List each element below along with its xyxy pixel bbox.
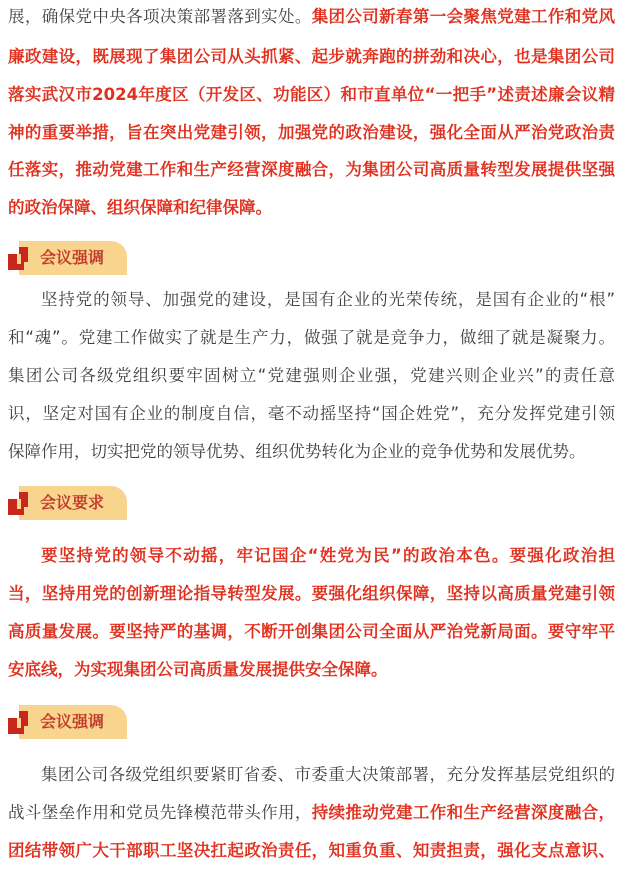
highlighted-text: 廉政建设，既展现了集团公司从头抓紧、起步就奔跑的拼劲和决心，也是集团公司 — [8, 47, 615, 66]
text-line — [8, 582, 615, 606]
text-line — [8, 196, 615, 220]
section-header — [8, 705, 128, 739]
section-title: 会议强调 — [40, 712, 105, 731]
text-line — [8, 839, 615, 863]
highlighted-text: 当，坚持用党的创新理论指导转型发展。要强化组织保障，坚持以高质量党建引领 — [8, 584, 615, 603]
section-title: 会议要求 — [40, 493, 105, 512]
text-line — [8, 326, 615, 350]
body-text: 保障作用，切实把党的领导优势、组织优势转化为企业的竞争优势和发展优势。 — [8, 442, 586, 461]
highlighted-text: 要坚持党的领导不动摇，牢记国企“姓党为民”的政治本色。要强化政治担 — [41, 546, 615, 565]
body-text: 坚持党的领导、加强党的建设，是国有企业的光荣传统，是国有企业的“根” — [41, 290, 615, 309]
body-text: 识，坚定对国有企业的制度自信，毫不动摇坚持“国企姓党”，充分发挥党建引领 — [8, 404, 615, 423]
body-text: 集团公司各级党组织要牢固树立“党建强则企业强，党建兴则企业兴”的责任意 — [8, 366, 615, 385]
body-text: 和“魂”。党建工作做实了就是生产力，做强了就是竞争力，做细了就是凝聚力。 — [8, 328, 615, 347]
highlighted-text: 神的重要举措，旨在突出党建引领，加强党的政治建设，强化全面从严治党政治责 — [8, 123, 615, 142]
body-text: 战斗堡垒作用和党员先锋模范带头作用， — [8, 803, 312, 822]
header-icon-gap — [17, 499, 21, 509]
text-line — [8, 801, 615, 825]
header-icon-gap — [17, 718, 21, 728]
body-text: 展，确保党中央各项决策部署落到实处。 — [8, 7, 312, 26]
text-line — [8, 121, 615, 145]
highlighted-text: 落实武汉市2024年度区（开发区、功能区）和市直单位“一把手”述责述廉会议精 — [8, 85, 615, 104]
text-line — [8, 5, 615, 29]
text-line — [8, 658, 615, 682]
highlighted-text: 团结带领广大干部职工坚决扛起政治责任，知重负重、知责担责，强化支点意识、 — [8, 841, 615, 860]
section-title: 会议强调 — [40, 248, 105, 267]
section-header — [8, 241, 128, 275]
text-line — [8, 440, 615, 464]
highlighted-text: 任落实，推动党建工作和生产经营深度融合，为集团公司高质量转型发展提供坚强 — [8, 160, 615, 179]
text-line — [41, 544, 615, 568]
text-line — [8, 45, 615, 69]
text-line — [41, 288, 615, 312]
text-line — [8, 364, 615, 388]
highlighted-text: 高质量发展。要坚持严的基调，不断开创集团公司全面从严治党新局面。要守牢平 — [8, 622, 615, 641]
text-line — [8, 620, 615, 644]
text-line — [8, 158, 615, 182]
highlighted-text: 的政治保障、组织保障和纪律保障。 — [8, 198, 272, 217]
section-header — [8, 486, 128, 520]
highlighted-text: 持续推动党建工作和生产经营深度融合， — [311, 803, 616, 822]
text-line — [8, 83, 615, 107]
text-line — [41, 763, 615, 787]
header-icon-gap — [17, 254, 21, 264]
body-text: 集团公司各级党组织要紧盯省委、市委重大决策部署，充分发挥基层党组织的 — [41, 765, 615, 784]
text-line — [8, 402, 615, 426]
highlighted-text: 安底线，为实现集团公司高质量发展提供安全保障。 — [8, 660, 388, 679]
highlighted-text: 集团公司新春第一会聚焦党建工作和党风 — [311, 7, 616, 26]
